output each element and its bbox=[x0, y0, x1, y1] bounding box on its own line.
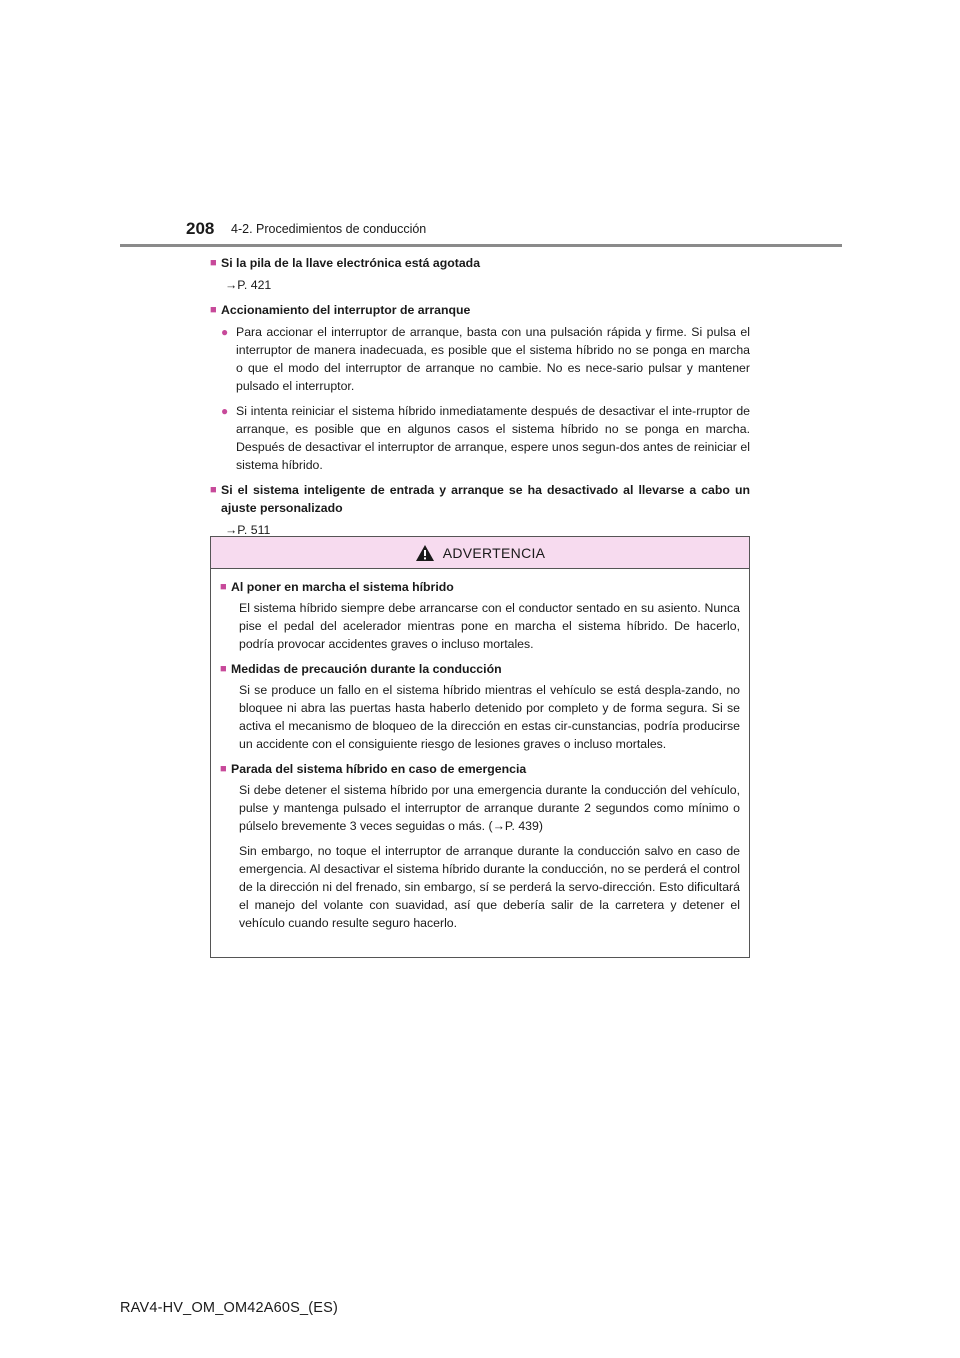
list-item bbox=[221, 402, 750, 474]
topic-heading bbox=[210, 301, 750, 319]
page-reference[interactable]: →P. 511 bbox=[225, 523, 271, 537]
square-bullet-icon: ■ bbox=[220, 763, 227, 775]
topic-title: Si la pila de la llave electrónica está agotada bbox=[221, 256, 481, 270]
list-item bbox=[221, 323, 750, 395]
topic-title: Si el sistema inteligente de entrada y arranque se ha desactivado al llevarse a cabo un ajuste personalizado bbox=[221, 483, 750, 515]
page-number: 208 bbox=[186, 219, 215, 238]
topic-title: Accionamiento del interruptor de arranque bbox=[221, 303, 471, 317]
square-bullet-icon: ■ bbox=[220, 663, 227, 675]
square-bullet-icon: ■ bbox=[210, 257, 217, 269]
warning-item-heading: Al poner en marcha el sistema híbrido bbox=[231, 580, 454, 594]
warning-paragraph: Si se produce un fallo en el sistema híbrido mientras el vehículo se está despla-zando, no bloquee ni abra las puertas hasta haberlo detenido por completo y de forma segura. Si se activa el mecanismo de bloqueo de la dirección en estas cir-cunstancias, podría producirse un accidente con el consiguiente riesgo de lesiones graves o incluso mortales. bbox=[239, 683, 740, 751]
warning-paragraph: El sistema híbrido siempre debe arrancarse con el conductor sentado en su asiento. Nunca pise el pedal del acelerador mientras pone en marcha el sistema híbrido. De hacerlo, podría provocar accidentes graves o incluso mortales. bbox=[239, 601, 740, 651]
topic-heading bbox=[210, 254, 750, 272]
circle-bullet-icon: ● bbox=[221, 325, 229, 339]
bullet-text: Para accionar el interruptor de arranque, basta con una pulsación rápida y firme. Si pulsa el interruptor de manera inadecuada, es posible que el sistema híbrido no se ponga en marcha o que el modo del interruptor de arranque no cambie. No es nece-sario pulsar y mantener pulsado el interruptor. bbox=[236, 325, 750, 393]
warning-title: ADVERTENCIA bbox=[442, 544, 546, 561]
warning-paragraph: Si debe detener el sistema híbrido por una emergencia durante la conducción del vehículo, pulse y mantenga pulsado el interruptor de arranque durante 2 segundos como mínimo o púlselo brevemente 3 veces seguidas o más. (→P. 439) bbox=[239, 783, 740, 833]
page-reference[interactable]: →P. 421 bbox=[225, 278, 272, 292]
main-content bbox=[210, 254, 750, 546]
circle-bullet-icon: ● bbox=[221, 404, 229, 418]
section-title: 4-2. Procedimientos de conducción bbox=[231, 222, 427, 236]
warning-item-title bbox=[220, 760, 740, 778]
warning-paragraph: Sin embargo, no toque el interruptor de arranque durante la conducción salvo en caso de emergencia. Al desactivar el sistema híbrido durante la conducción, no se perderá el control de la dirección ni del frenado, sin embargo, sí se perderá la servo-dirección. Esto dificultará el manejo del volante con suavidad, así que debería salir de la carretera y detener el vehículo cuando resulte seguro hacerlo. bbox=[239, 844, 740, 930]
warning-item-heading: Parada del sistema híbrido en caso de emergencia bbox=[231, 762, 527, 776]
warning-body bbox=[211, 569, 749, 932]
square-bullet-icon: ■ bbox=[210, 484, 217, 496]
bullet-text: Si intenta reiniciar el sistema híbrido inmediatamente después de desactivar el inte-rruptor de arranque, es posible que en algunos casos el sistema híbrido no se ponga en marcha. Después de desactivar el interruptor de arranque, espere unos segun-dos antes de reiniciar el sistema híbrido. bbox=[236, 404, 750, 472]
header-rule bbox=[120, 244, 842, 247]
warning-header bbox=[211, 537, 749, 569]
warning-item-title bbox=[220, 660, 740, 678]
warning-item-title bbox=[220, 578, 740, 596]
warning-triangle-icon bbox=[415, 544, 435, 562]
square-bullet-icon: ■ bbox=[220, 581, 227, 593]
topic-heading bbox=[210, 481, 750, 517]
square-bullet-icon: ■ bbox=[210, 304, 217, 316]
warning-item-heading: Medidas de precaución durante la conducción bbox=[231, 662, 502, 676]
warning-box bbox=[210, 536, 750, 958]
document-code: RAV4-HV_OM_OM42A60S_(ES) bbox=[120, 1300, 339, 1316]
